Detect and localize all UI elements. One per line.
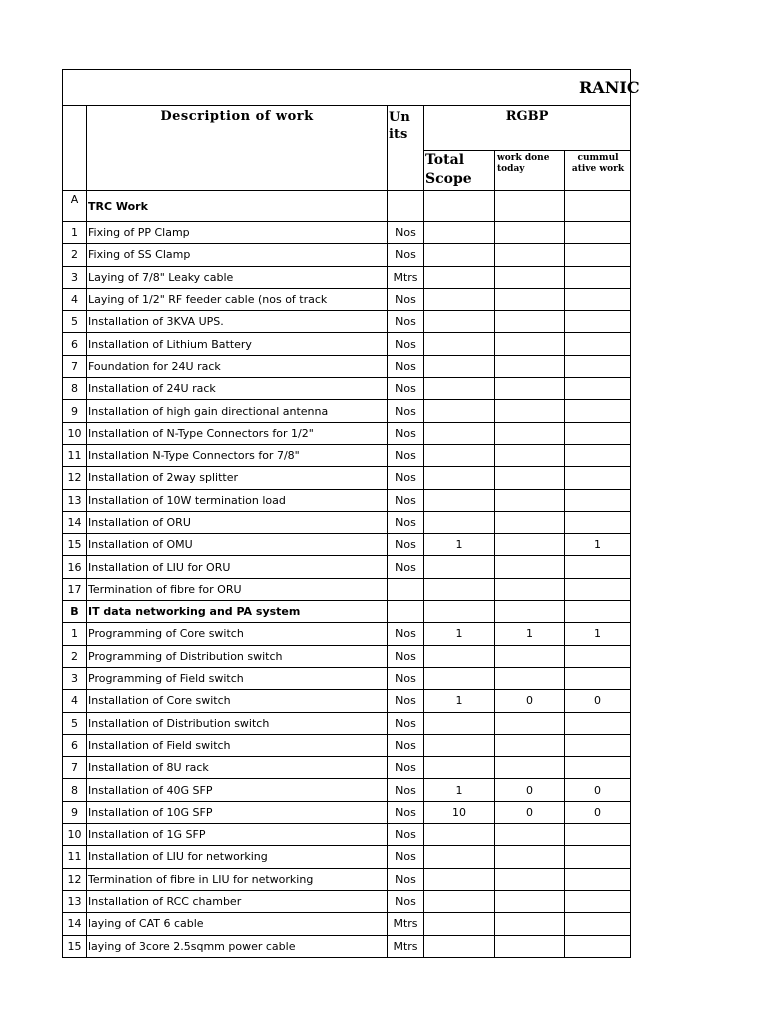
- row-total-scope: [424, 846, 495, 868]
- row-number: 4: [63, 288, 87, 310]
- table-row: [63, 846, 631, 868]
- table-row: [63, 333, 631, 355]
- row-cumulative-work: [565, 378, 631, 400]
- header-sn-cell: [63, 106, 87, 191]
- row-cumulative-work: [565, 712, 631, 734]
- row-number: 14: [63, 511, 87, 533]
- sheet-title: RANIC: [63, 70, 631, 106]
- row-description: Installation of Lithium Battery: [87, 333, 388, 355]
- row-cumulative-work: [565, 355, 631, 377]
- row-cumulative-work: 1: [565, 534, 631, 556]
- row-unit: Mtrs: [388, 913, 424, 935]
- row-number: 10: [63, 824, 87, 846]
- row-work-done-today: [495, 467, 565, 489]
- row-description: laying of 3core 2.5sqmm power cable: [87, 935, 388, 957]
- table-row: [63, 311, 631, 333]
- row-description: Programming of Core switch: [87, 623, 388, 645]
- empty-cell: [565, 191, 631, 222]
- table-row: [63, 890, 631, 912]
- section_a-header-row: [63, 191, 631, 222]
- row-number: 3: [63, 266, 87, 288]
- row-unit: Nos: [388, 467, 424, 489]
- row-unit: Nos: [388, 422, 424, 444]
- row-description: Installation of 24U rack: [87, 378, 388, 400]
- row-total-scope: [424, 266, 495, 288]
- row-unit: Nos: [388, 444, 424, 466]
- row-total-scope: [424, 824, 495, 846]
- row-work-done-today: [495, 489, 565, 511]
- row-description: Installation of 8U rack: [87, 757, 388, 779]
- table-row: [63, 556, 631, 578]
- row-total-scope: [424, 734, 495, 756]
- row-unit: [388, 578, 424, 600]
- row-work-done-today: 1: [495, 623, 565, 645]
- row-cumulative-work: [565, 667, 631, 689]
- row-cumulative-work: 1: [565, 623, 631, 645]
- row-cumulative-work: [565, 467, 631, 489]
- section-title: IT data networking and PA system: [87, 601, 388, 623]
- row-description: Foundation for 24U rack: [87, 355, 388, 377]
- row-total-scope: [424, 444, 495, 466]
- row-unit: Nos: [388, 378, 424, 400]
- row-unit: Nos: [388, 824, 424, 846]
- row-number: 13: [63, 489, 87, 511]
- row-unit: Nos: [388, 868, 424, 890]
- row-description: Programming of Distribution switch: [87, 645, 388, 667]
- row-description: Programming of Field switch: [87, 667, 388, 689]
- row-description: Installation of 1G SFP: [87, 824, 388, 846]
- table-row: [63, 935, 631, 957]
- row-work-done-today: [495, 846, 565, 868]
- table-row: [63, 645, 631, 667]
- row-cumulative-work: [565, 890, 631, 912]
- table-row: [63, 444, 631, 466]
- section-title: TRC Work: [87, 191, 388, 222]
- row-total-scope: [424, 422, 495, 444]
- row-cumulative-work: [565, 489, 631, 511]
- row-number: 6: [63, 333, 87, 355]
- work-progress-table: [62, 69, 640, 958]
- row-total-scope: [424, 311, 495, 333]
- row-description: Installation of 40G SFP: [87, 779, 388, 801]
- row-total-scope: [424, 578, 495, 600]
- row-description: Laying of 1/2" RF feeder cable (nos of track: [87, 288, 388, 310]
- row-description: Installation of 10W termination load: [87, 489, 388, 511]
- row-unit: Mtrs: [388, 266, 424, 288]
- row-work-done-today: [495, 556, 565, 578]
- table-row: [63, 868, 631, 890]
- row-description: Installation of Core switch: [87, 690, 388, 712]
- row-unit: Nos: [388, 667, 424, 689]
- row-unit: Nos: [388, 311, 424, 333]
- row-work-done-today: [495, 266, 565, 288]
- table-row: [63, 244, 631, 266]
- table-row: [63, 779, 631, 801]
- section-label: B: [63, 601, 87, 623]
- row-description: Installation of high gain directional antenna: [87, 400, 388, 422]
- row-number: 9: [63, 400, 87, 422]
- header-group-rgbp: RGBP: [424, 106, 631, 151]
- table-row: [63, 913, 631, 935]
- row-cumulative-work: [565, 444, 631, 466]
- row-cumulative-work: [565, 556, 631, 578]
- row-description: Installation of 2way splitter: [87, 467, 388, 489]
- row-cumulative-work: 0: [565, 801, 631, 823]
- row-cumulative-work: [565, 422, 631, 444]
- row-number: 12: [63, 868, 87, 890]
- header-units: Un its: [388, 106, 424, 191]
- row-description: laying of CAT 6 cable: [87, 913, 388, 935]
- row-total-scope: [424, 333, 495, 355]
- row-unit: Nos: [388, 846, 424, 868]
- row-total-scope: [424, 712, 495, 734]
- row-cumulative-work: [565, 846, 631, 868]
- empty-cell: [424, 191, 495, 222]
- row-total-scope: 1: [424, 690, 495, 712]
- table-row: [63, 222, 631, 244]
- row-total-scope: [424, 757, 495, 779]
- row-total-scope: [424, 556, 495, 578]
- row-cumulative-work: [565, 578, 631, 600]
- row-work-done-today: [495, 244, 565, 266]
- row-description: Installation of ORU: [87, 511, 388, 533]
- header-cumulative-work: cummul ative work: [565, 151, 631, 191]
- row-cumulative-work: [565, 222, 631, 244]
- row-cumulative-work: [565, 935, 631, 957]
- row-number: 15: [63, 534, 87, 556]
- row-total-scope: 1: [424, 534, 495, 556]
- row-number: 15: [63, 935, 87, 957]
- table-row: [63, 667, 631, 689]
- row-number: 11: [63, 846, 87, 868]
- empty-cell: [424, 601, 495, 623]
- header-row-1: [63, 106, 631, 151]
- row-work-done-today: 0: [495, 690, 565, 712]
- row-unit: Nos: [388, 734, 424, 756]
- row-number: 11: [63, 444, 87, 466]
- row-total-scope: [424, 511, 495, 533]
- row-unit: Nos: [388, 222, 424, 244]
- table-row: [63, 712, 631, 734]
- row-total-scope: 10: [424, 801, 495, 823]
- table-row: [63, 400, 631, 422]
- section_b-header-row: [63, 601, 631, 623]
- row-unit: Nos: [388, 489, 424, 511]
- row-work-done-today: [495, 757, 565, 779]
- row-number: 4: [63, 690, 87, 712]
- row-total-scope: [424, 935, 495, 957]
- row-unit: Nos: [388, 757, 424, 779]
- row-work-done-today: [495, 890, 565, 912]
- table-row: [63, 355, 631, 377]
- row-cumulative-work: [565, 913, 631, 935]
- row-description: Installation of Distribution switch: [87, 712, 388, 734]
- row-work-done-today: [495, 712, 565, 734]
- row-unit: Nos: [388, 333, 424, 355]
- table-row: [63, 511, 631, 533]
- row-cumulative-work: [565, 645, 631, 667]
- row-total-scope: [424, 378, 495, 400]
- row-cumulative-work: [565, 757, 631, 779]
- row-total-scope: [424, 400, 495, 422]
- row-unit: Nos: [388, 690, 424, 712]
- empty-cell: [388, 191, 424, 222]
- row-description: Installation of 10G SFP: [87, 801, 388, 823]
- row-number: 12: [63, 467, 87, 489]
- row-cumulative-work: [565, 511, 631, 533]
- row-cumulative-work: [565, 400, 631, 422]
- row-total-scope: [424, 890, 495, 912]
- empty-cell: [495, 601, 565, 623]
- row-total-scope: [424, 355, 495, 377]
- row-number: 8: [63, 378, 87, 400]
- row-unit: Nos: [388, 712, 424, 734]
- row-work-done-today: [495, 378, 565, 400]
- row-number: 7: [63, 355, 87, 377]
- row-work-done-today: [495, 333, 565, 355]
- row-description: Laying of 7/8" Leaky cable: [87, 266, 388, 288]
- row-total-scope: [424, 244, 495, 266]
- row-description: Installation of LIU for ORU: [87, 556, 388, 578]
- row-cumulative-work: 0: [565, 779, 631, 801]
- row-work-done-today: [495, 824, 565, 846]
- row-work-done-today: [495, 578, 565, 600]
- row-work-done-today: [495, 734, 565, 756]
- row-work-done-today: 0: [495, 779, 565, 801]
- row-work-done-today: [495, 422, 565, 444]
- row-number: 5: [63, 311, 87, 333]
- table-row: [63, 824, 631, 846]
- row-unit: Mtrs: [388, 935, 424, 957]
- row-work-done-today: [495, 935, 565, 957]
- table-row: [63, 378, 631, 400]
- row-work-done-today: [495, 444, 565, 466]
- row-cumulative-work: [565, 333, 631, 355]
- row-total-scope: [424, 868, 495, 890]
- row-description: Installation of 3KVA UPS.: [87, 311, 388, 333]
- row-number: 1: [63, 623, 87, 645]
- row-unit: Nos: [388, 511, 424, 533]
- table-row: [63, 734, 631, 756]
- row-work-done-today: [495, 534, 565, 556]
- row-description: Installation of Field switch: [87, 734, 388, 756]
- row-description: Installation of N-Type Connectors for 1/2": [87, 422, 388, 444]
- row-cumulative-work: [565, 311, 631, 333]
- header-total-scope: Total Scope: [424, 151, 495, 191]
- row-unit: Nos: [388, 355, 424, 377]
- row-description: Termination of fibre for ORU: [87, 578, 388, 600]
- table-row: [63, 266, 631, 288]
- row-total-scope: [424, 667, 495, 689]
- row-work-done-today: [495, 288, 565, 310]
- row-unit: Nos: [388, 623, 424, 645]
- row-number: 6: [63, 734, 87, 756]
- row-total-scope: 1: [424, 779, 495, 801]
- row-cumulative-work: [565, 288, 631, 310]
- row-total-scope: [424, 645, 495, 667]
- row-unit: Nos: [388, 400, 424, 422]
- row-total-scope: [424, 288, 495, 310]
- row-total-scope: [424, 467, 495, 489]
- row-number: 16: [63, 556, 87, 578]
- table-row: [63, 489, 631, 511]
- row-total-scope: 1: [424, 623, 495, 645]
- row-total-scope: [424, 222, 495, 244]
- row-description: Fixing of PP Clamp: [87, 222, 388, 244]
- row-total-scope: [424, 913, 495, 935]
- row-number: 10: [63, 422, 87, 444]
- row-number: 14: [63, 913, 87, 935]
- row-description: Installation N-Type Connectors for 7/8": [87, 444, 388, 466]
- table-row: [63, 467, 631, 489]
- row-total-scope: [424, 489, 495, 511]
- row-number: 13: [63, 890, 87, 912]
- table-row: [63, 690, 631, 712]
- row-description: Fixing of SS Clamp: [87, 244, 388, 266]
- row-work-done-today: 0: [495, 801, 565, 823]
- row-work-done-today: [495, 222, 565, 244]
- row-number: 1: [63, 222, 87, 244]
- row-work-done-today: [495, 511, 565, 533]
- table-row: [63, 422, 631, 444]
- row-unit: Nos: [388, 556, 424, 578]
- row-number: 5: [63, 712, 87, 734]
- row-description: Installation of LIU for networking: [87, 846, 388, 868]
- row-cumulative-work: [565, 824, 631, 846]
- row-number: 7: [63, 757, 87, 779]
- table-row: [63, 623, 631, 645]
- row-unit: Nos: [388, 288, 424, 310]
- row-cumulative-work: [565, 244, 631, 266]
- row-cumulative-work: [565, 868, 631, 890]
- row-number: 3: [63, 667, 87, 689]
- table-row: [63, 288, 631, 310]
- row-unit: Nos: [388, 534, 424, 556]
- table-row: [63, 534, 631, 556]
- row-work-done-today: [495, 311, 565, 333]
- progress-sheet: [62, 69, 640, 953]
- row-cumulative-work: 0: [565, 690, 631, 712]
- row-number: 2: [63, 645, 87, 667]
- row-work-done-today: [495, 645, 565, 667]
- row-number: 8: [63, 779, 87, 801]
- header-description: Description of work: [87, 106, 388, 191]
- row-unit: Nos: [388, 779, 424, 801]
- row-cumulative-work: [565, 734, 631, 756]
- row-work-done-today: [495, 913, 565, 935]
- row-work-done-today: [495, 355, 565, 377]
- header-work-done-today: work done today: [495, 151, 565, 191]
- row-work-done-today: [495, 667, 565, 689]
- row-unit: Nos: [388, 801, 424, 823]
- empty-cell: [495, 191, 565, 222]
- row-unit: Nos: [388, 645, 424, 667]
- section-label: A: [63, 191, 87, 222]
- row-description: Termination of fibre in LIU for networking: [87, 868, 388, 890]
- row-work-done-today: [495, 868, 565, 890]
- table-row: [63, 757, 631, 779]
- row-number: 2: [63, 244, 87, 266]
- title-row: [63, 70, 631, 106]
- row-number: 9: [63, 801, 87, 823]
- table-row: [63, 578, 631, 600]
- empty-cell: [565, 601, 631, 623]
- table-row: [63, 801, 631, 823]
- row-cumulative-work: [565, 266, 631, 288]
- row-work-done-today: [495, 400, 565, 422]
- row-unit: Nos: [388, 244, 424, 266]
- row-description: Installation of RCC chamber: [87, 890, 388, 912]
- row-description: Installation of OMU: [87, 534, 388, 556]
- row-number: 17: [63, 578, 87, 600]
- empty-cell: [388, 601, 424, 623]
- row-unit: Nos: [388, 890, 424, 912]
